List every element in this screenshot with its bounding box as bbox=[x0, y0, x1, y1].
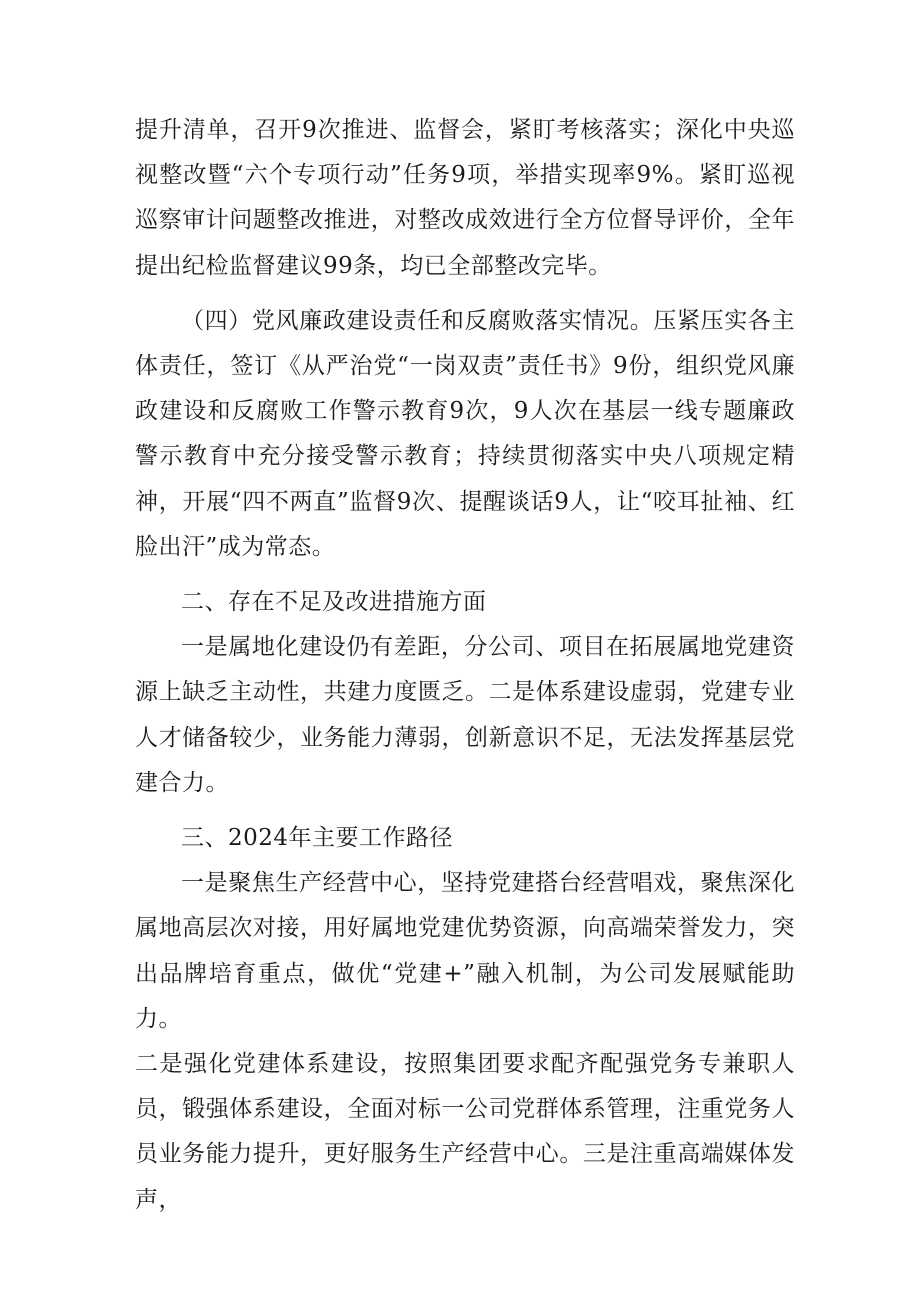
section-heading-2024-work-path: 三、2024年主要工作路径 bbox=[181, 825, 454, 852]
paragraph-2024-path-second: 二是强化党建体系建设，按照集团要求配齐配强党务专兼职人员，锻强体系建设，全面对标一公司党群体系管理，注重党务人员业务能力提升，更好服务生产经营中心。三是注重高端媒体发声， bbox=[135, 1051, 795, 1213]
paragraph-party-conduct-anticorruption: （四）党风廉政建设责任和反腐败落实情况。压紧压实各主体责任，签订《从严治党“一岗双责”责任书》9份，组织党风廉政建设和反腐败工作警示教育9次，9人次在基层一线专题廉政警示教育中充分接受警示教育；持续贯彻落实中央八项规定精神，开展“四不两直”监督9次、提醒谈话9人，让“咬耳扯袖、红脸出汗”成为常态。 bbox=[135, 307, 795, 560]
paragraph-2024-path-first: 一是聚焦生产经营中心，坚持党建搭台经营唱戏，聚焦深化属地高层次对接，用好属地党建优势资源，向高端荣誉发力，突出品牌培育重点，做优“党建+”融入机制，为公司发展赋能助力。 bbox=[135, 870, 795, 1032]
section-heading-shortcomings: 二、存在不足及改进措施方面 bbox=[181, 589, 487, 616]
paragraph-rectification-summary: 提升清单，召开9次推进、监督会，紧盯考核落实；深化中央巡视整改暨“六个专项行动”任务9项，举措实现率9%。紧盯巡视巡察审计问题整改推进，对整改成效进行全方位督导评价，全年提出纪检监督建议99条，均已全部整改完毕。 bbox=[135, 117, 795, 279]
paragraph-shortcomings: 一是属地化建设仍有差距，分公司、项目在拓展属地党建资源上缺乏主动性，共建力度匮乏。二是体系建设虚弱，党建专业人才储备较少，业务能力薄弱，创新意识不足，无法发挥基层党建合力。 bbox=[135, 634, 795, 796]
document-body bbox=[135, 108, 795, 1223]
